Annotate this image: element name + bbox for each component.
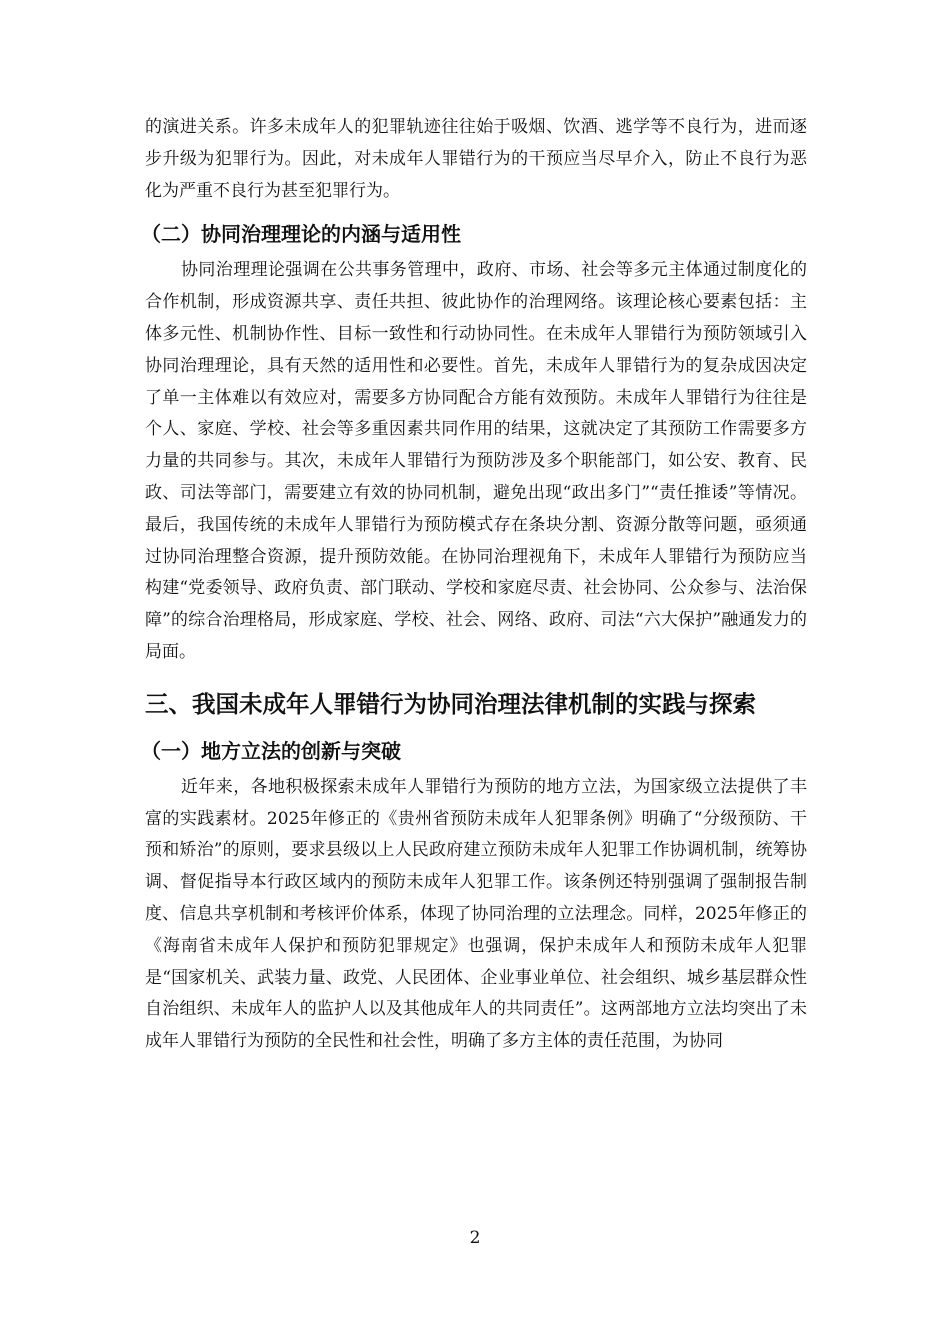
page-number: 2 bbox=[469, 1228, 481, 1248]
intro-paragraph: 的演进关系。许多未成年人的犯罪轨迹往往始于吸烟、饮酒、逃学等不良行为，进而逐步升级为犯罪行为。因此，对未成年人罪错行为的干预应当尽早介入，防止不良行为恶化为严重不良行为甚至犯罪行为。 bbox=[145, 117, 807, 201]
section-heading-2: （二）协同治理理论的内涵与适用性 bbox=[141, 222, 461, 247]
section-3-1-paragraph: 近年来，各地积极探索未成年人罪错行为预防的地方立法，为国家级立法提供了丰富的实践素材。2025年修正的《贵州省预防未成年人犯罪条例》明确了“分级预防、干预和矫治”的原则，要求县级以上人民政府建立预防未成年人犯罪工作协调机制，统筹协调、督促指导本行政区域内的预防未成年人犯罪工作。该条例还特别强调了强制报告制度、信息共享机制和考核评价体系，体现了协同治理的立法理念。同样，2025年修正的《海南省未成年人保护和预防犯罪规定》也强调，保护未成年人和预防未成年人犯罪是“国家机关、武装力量、政党、人民团体、企业事业单位、社会组织、城乡基层群众性自治组织、未成年人的监护人以及其他成年人的共同责任”。这两部地方立法均突出了未成年人罪错行为预防的全民性和社会性，明确了多方主体的责任范围，为协同 bbox=[145, 776, 807, 1052]
section-heading-3-1: （一）地方立法的创新与突破 bbox=[141, 738, 401, 763]
section-2-paragraph: 协同治理理论强调在公共事务管理中，政府、市场、社会等多元主体通过制度化的合作机制，形成资源共享、责任共担、彼此协作的治理网络。该理论核心要素包括：主体多元性、机制协作性、目标一致性和行动协同性。在未成年人罪错行为预防领域引入协同治理理论，具有天然的适用性和必要性。首先，未成年人罪错行为的复杂成因决定了单一主体难以有效应对，需要多方协同配合方能有效预防。未成年人罪错行为往往是个人、家庭、学校、社会等多重因素共同作用的结果，这就决定了其预防工作需要多方力量的共同参与。其次，未成年人罪错行为预防涉及多个职能部门，如公安、教育、民政、司法等部门，需要建立有效的协同机制，避免出现“政出多门”“责任推诿”等情况。最后，我国传统的未成年人罪错行为预防模式存在条块分割、资源分散等问题，亟须通过协同治理整合资源，提升预防效能。在协同治理视角下，未成年人罪错行为预防应当构建“党委领导、政府负责、部门联动、学校和家庭尽责、社会协同、公众参与、法治保障”的综合治理格局，形成家庭、学校、社会、网络、政府、司法“六大保护”融通发力的局面。 bbox=[145, 260, 807, 662]
document-body bbox=[141, 112, 807, 1058]
chapter-3-heading: 三、我国未成年人罪错行为协同治理法律机制的实践与探索 bbox=[145, 689, 756, 718]
